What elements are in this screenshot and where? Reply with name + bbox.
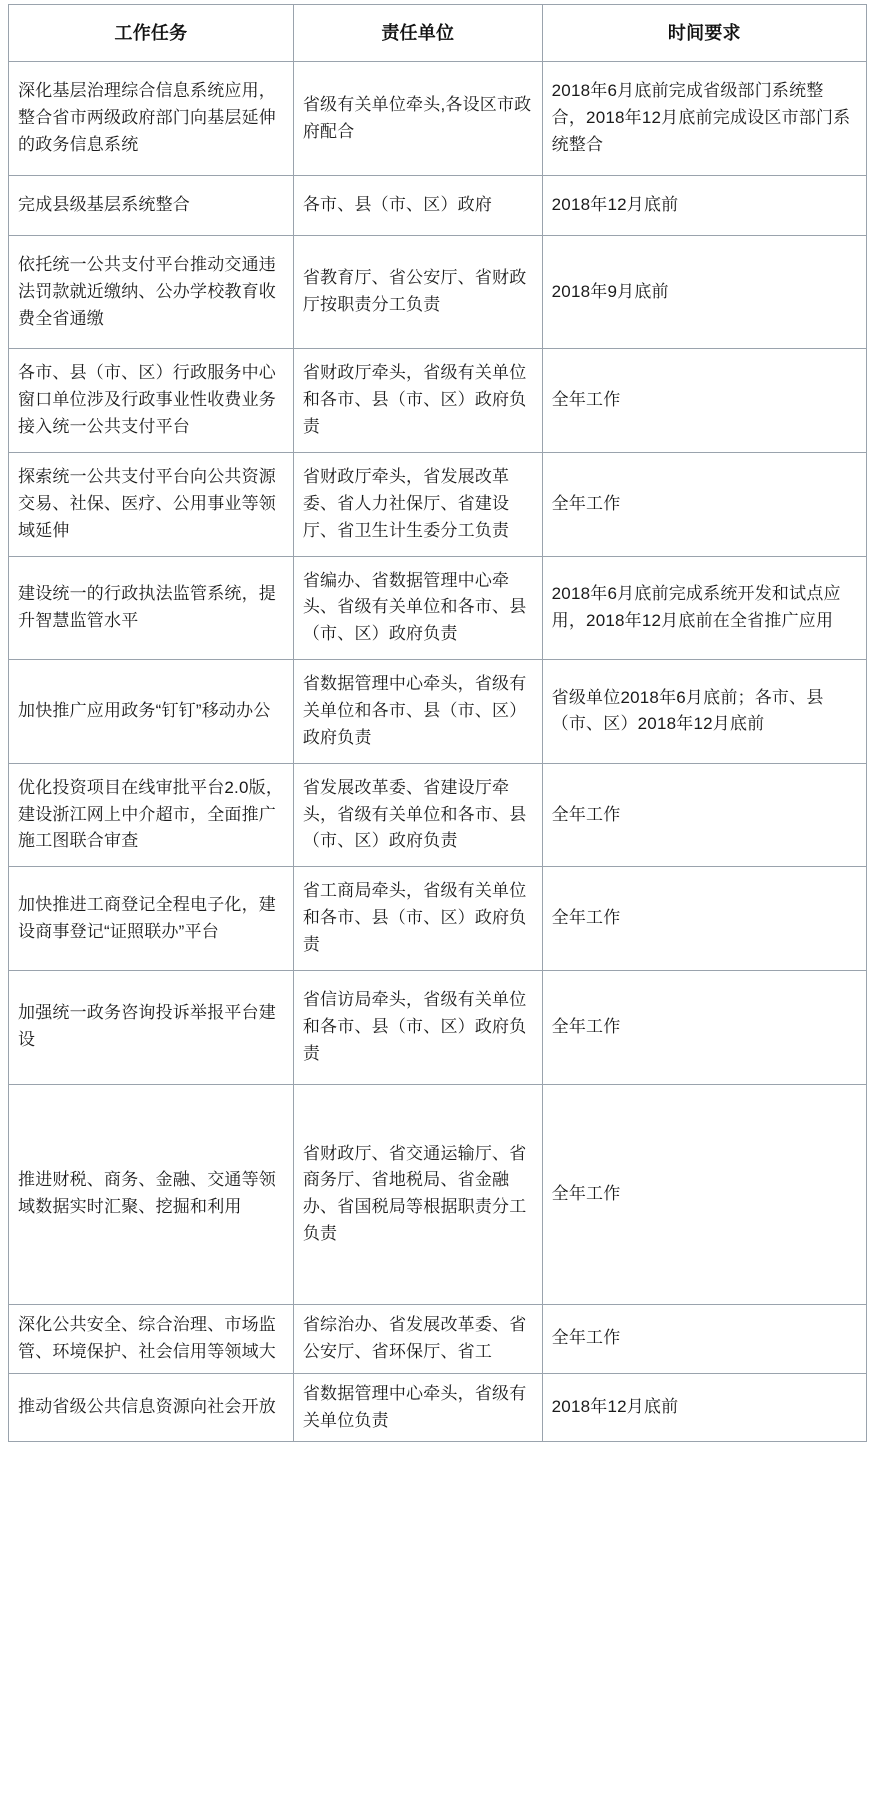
time-cell: 全年工作 [542, 1084, 866, 1304]
time-cell: 2018年12月底前 [542, 1373, 866, 1442]
owner-cell: 省信访局牵头，省级有关单位和各市、县（市、区）政府负责 [293, 970, 542, 1084]
task-cell: 优化投资项目在线审批平台2.0版，建设浙江网上中介超市，全面推广施工图联合审查 [9, 763, 294, 867]
table-row [9, 349, 867, 453]
table-header [9, 5, 867, 62]
table-header-row [9, 5, 867, 62]
table-row [9, 453, 867, 557]
owner-cell: 各市、县（市、区）政府 [293, 176, 542, 236]
task-cell: 依托统一公共支付平台推动交通违法罚款就近缴纳、公办学校教育收费全省通缴 [9, 235, 294, 349]
owner-cell: 省级有关单位牵头,各设区市政府配合 [293, 62, 542, 176]
time-cell: 全年工作 [542, 349, 866, 453]
owner-cell: 省工商局牵头，省级有关单位和各市、县（市、区）政府负责 [293, 867, 542, 971]
time-cell: 全年工作 [542, 970, 866, 1084]
time-cell: 全年工作 [542, 867, 866, 971]
time-cell: 2018年9月底前 [542, 235, 866, 349]
task-cell: 深化基层治理综合信息系统应用，整合省市两级政府部门向基层延伸的政务信息系统 [9, 62, 294, 176]
table-row [9, 235, 867, 349]
table-row [9, 176, 867, 236]
column-header-owner: 责任单位 [293, 5, 542, 62]
task-cell: 加强统一政务咨询投诉举报平台建设 [9, 970, 294, 1084]
task-cell: 深化公共安全、综合治理、市场监管、环境保护、社会信用等领域大 [9, 1304, 294, 1373]
time-cell: 省级单位2018年6月底前；各市、县（市、区）2018年12月底前 [542, 660, 866, 764]
task-cell: 探索统一公共支付平台向公共资源交易、社保、医疗、公用事业等领域延伸 [9, 453, 294, 557]
task-cell: 推动省级公共信息资源向社会开放 [9, 1373, 294, 1442]
owner-cell: 省财政厅、省交通运输厅、省商务厅、省地税局、省金融办、省国税局等根据职责分工负责 [293, 1084, 542, 1304]
task-cell: 加快推广应用政务“钉钉”移动办公 [9, 660, 294, 764]
table-row [9, 763, 867, 867]
owner-cell: 省数据管理中心牵头，省级有关单位和各市、县（市、区）政府负责 [293, 660, 542, 764]
table-row [9, 970, 867, 1084]
time-cell: 全年工作 [542, 1304, 866, 1373]
task-cell: 加快推进工商登记全程电子化，建设商事登记“证照联办”平台 [9, 867, 294, 971]
time-cell: 全年工作 [542, 763, 866, 867]
owner-cell: 省教育厅、省公安厅、省财政厅按职责分工负责 [293, 235, 542, 349]
time-cell: 2018年6月底前完成系统开发和试点应用，2018年12月底前在全省推广应用 [542, 556, 866, 660]
time-cell: 2018年12月底前 [542, 176, 866, 236]
table-row [9, 62, 867, 176]
task-cell: 各市、县（市、区）行政服务中心窗口单位涉及行政事业性收费业务接入统一公共支付平台 [9, 349, 294, 453]
column-header-time: 时间要求 [542, 5, 866, 62]
owner-cell: 省编办、省数据管理中心牵头、省级有关单位和各市、县（市、区）政府负责 [293, 556, 542, 660]
owner-cell: 省综治办、省发展改革委、省公安厅、省环保厅、省工 [293, 1304, 542, 1373]
table-row [9, 1084, 867, 1304]
owner-cell: 省财政厅牵头，省发展改革委、省人力社保厅、省建设厅、省卫生计生委分工负责 [293, 453, 542, 557]
task-cell: 完成县级基层系统整合 [9, 176, 294, 236]
time-cell: 2018年6月底前完成省级部门系统整合，2018年12月底前完成设区市部门系统整合 [542, 62, 866, 176]
task-cell: 推进财税、商务、金融、交通等领域数据实时汇聚、挖掘和利用 [9, 1084, 294, 1304]
table-row [9, 1304, 867, 1373]
table-row [9, 660, 867, 764]
task-cell: 建设统一的行政执法监管系统，提升智慧监管水平 [9, 556, 294, 660]
owner-cell: 省数据管理中心牵头，省级有关单位负责 [293, 1373, 542, 1442]
owner-cell: 省发展改革委、省建设厅牵头，省级有关单位和各市、县（市、区）政府负责 [293, 763, 542, 867]
column-header-task: 工作任务 [9, 5, 294, 62]
owner-cell: 省财政厅牵头，省级有关单位和各市、县（市、区）政府负责 [293, 349, 542, 453]
table-row [9, 556, 867, 660]
table-row [9, 1373, 867, 1442]
task-table [8, 4, 867, 1442]
table-row [9, 867, 867, 971]
time-cell: 全年工作 [542, 453, 866, 557]
table-body [9, 62, 867, 1442]
